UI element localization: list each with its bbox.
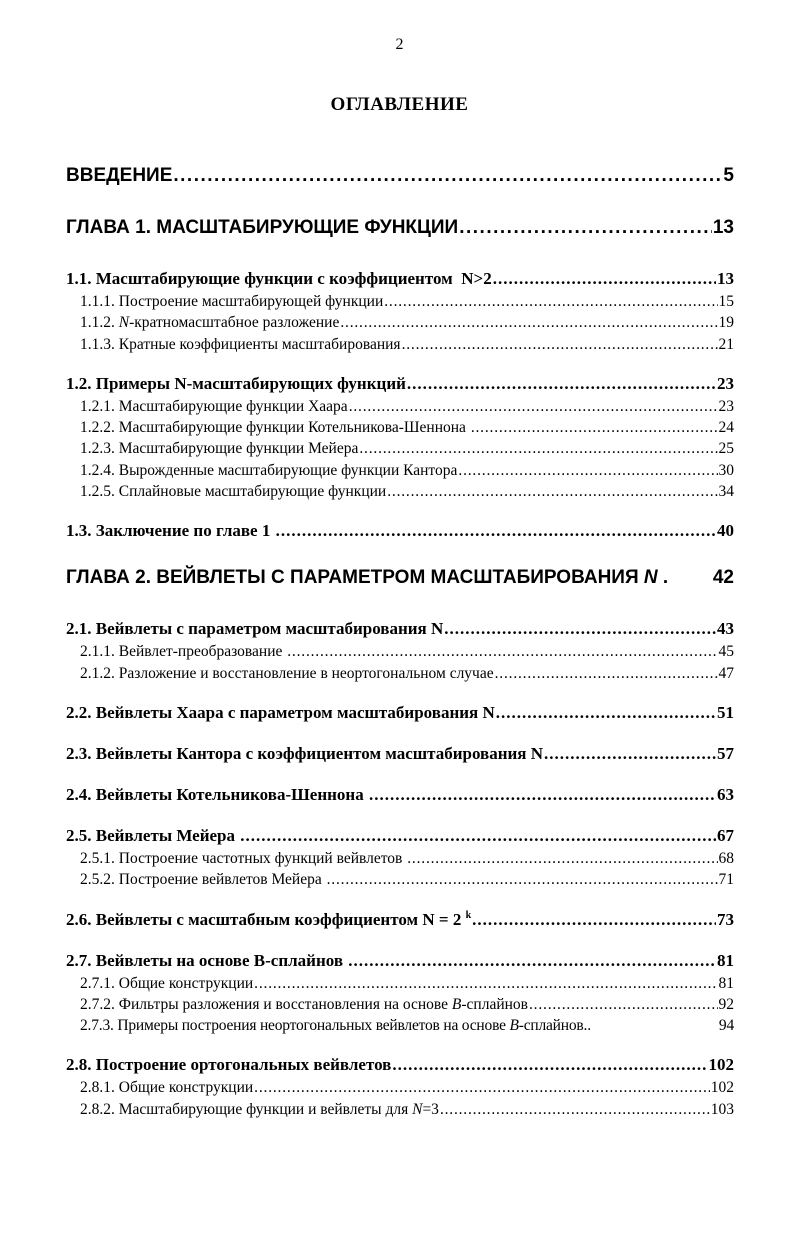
leader-dots	[349, 398, 718, 416]
page-ref: 24	[718, 419, 734, 437]
leader-dots	[495, 665, 718, 683]
toc-entry-section-1-2[interactable]: 1.2. Примеры N-масштабирующих функций ..... 23	[66, 374, 734, 398]
leader-dots	[340, 314, 717, 332]
table-of-contents	[66, 165, 734, 1122]
toc-entry-2-1-2[interactable]: 2.1.2. Разложение и восстановление в неортогональном случае ..... 47	[80, 665, 734, 686]
page-ref: 68	[718, 849, 734, 867]
leader-dots	[348, 951, 716, 971]
page-ref: 51	[717, 702, 734, 722]
leader-dots	[387, 483, 717, 501]
leader-dots	[369, 785, 716, 805]
toc-entry-1-2-1[interactable]: 1.2.1. Масштабирующие функции Хаара ..... 23	[80, 398, 734, 419]
leader-dots	[276, 521, 716, 541]
leader-dots	[287, 643, 717, 661]
toc-entry-introduction[interactable]: ВВЕДЕНИЕ ..... 5	[66, 165, 734, 193]
toc-entry-2-1-1[interactable]: 2.1.1. Вейвлет-преобразование ..... 45	[80, 643, 734, 664]
toc-entry-1-2-4[interactable]: 1.2.4. Вырожденные масштабирующие функции Кантора ..... 30	[80, 462, 734, 483]
toc-title: ОГЛАВЛЕНИЕ	[330, 94, 469, 115]
toc-entry-section-2-7[interactable]: 2.7. Вейвлеты на основе B-сплайнов ..... 81	[66, 951, 734, 975]
toc-entry-section-2-1[interactable]: 2.1. Вейвлеты с параметром масштабирования N ..... 43	[66, 619, 734, 643]
toc-entry-1-1-2[interactable]: 1.1.2. N-кратномасштабное разложение ..... 19	[80, 314, 734, 335]
toc-entry-section-2-3[interactable]: 2.3. Вейвлеты Кантора с коэффициентом масштабирования N ..... 57	[66, 744, 734, 768]
page-ref: 40	[717, 521, 734, 541]
toc-entry-2-5-2[interactable]: 2.5.2. Построение вейвлетов Мейера ..... 71	[80, 871, 734, 892]
leader-dots	[407, 374, 716, 394]
leader-dots	[240, 826, 716, 846]
page-ref: 5	[723, 165, 734, 186]
toc-entry-section-2-2[interactable]: 2.2. Вейвлеты Хаара с параметром масштабирования N ..... 51	[66, 703, 734, 727]
leader-dots	[402, 336, 718, 354]
page-ref: 103	[710, 1100, 734, 1118]
toc-entry-2-7-3[interactable]: 2.7.3. Примеры построения неортогональных вейвлетов на основе B-сплайнов.. 94	[80, 1017, 734, 1035]
page-ref: 21	[718, 335, 734, 353]
toc-entry-section-2-5[interactable]: 2.5. Вейвлеты Мейера ..... 67	[66, 826, 734, 850]
page-ref: 19	[718, 314, 734, 332]
leader-dots	[544, 744, 716, 764]
page-ref: 47	[718, 664, 734, 682]
leader-dots	[459, 217, 712, 239]
leader-dots	[407, 850, 717, 868]
page-ref: 15	[718, 293, 734, 310]
toc-entry-section-1-1[interactable]: 1.1. Масштабирующие функции с коэффициентом N>2 ..... 13	[66, 269, 734, 293]
leader-dots	[254, 975, 717, 993]
page-ref: 63	[717, 784, 734, 804]
page-ref: 42	[712, 567, 734, 589]
page-ref: 57	[717, 743, 734, 763]
toc-entry-section-2-4[interactable]: 2.4. Вейвлеты Котельникова-Шеннона ..... 63	[66, 785, 734, 809]
page-ref: 67	[717, 825, 734, 845]
leader-dots	[496, 703, 716, 723]
leader-dots	[472, 910, 716, 930]
page-ref: 92	[718, 995, 734, 1013]
leader-dots	[444, 619, 716, 639]
page-ref: 30	[718, 461, 734, 479]
toc-entry-section-2-8[interactable]: 2.8. Построение ортогональных вейвлетов ..... 102	[66, 1055, 734, 1079]
page-ref: 71	[718, 871, 734, 889]
page-ref: 25	[718, 440, 734, 458]
page-ref: 13	[712, 217, 734, 238]
page-ref: 94	[718, 1017, 734, 1035]
page-number: 2	[395, 36, 404, 53]
page-ref: 13	[717, 269, 734, 288]
leader-dots	[254, 1079, 710, 1097]
page-ref: 45	[718, 643, 734, 661]
page-ref: 23	[717, 373, 734, 393]
page-ref: 102	[708, 1055, 734, 1075]
toc-entry-chapter-1[interactable]: ГЛАВА 1. МАСШТАБИРУЮЩИЕ ФУНКЦИИ ..... 13	[66, 217, 734, 245]
page-ref: 81	[717, 950, 734, 970]
toc-entry-1-2-3[interactable]: 1.2.3. Масштабирующие функции Мейера ..... 25	[80, 440, 734, 461]
page-ref: 73	[717, 909, 734, 929]
leader-dots	[384, 293, 717, 311]
toc-entry-1-2-2[interactable]: 1.2.2. Масштабирующие функции Котельникова-Шеннона ..... 24	[80, 419, 734, 440]
toc-entry-section-2-6[interactable]: 2.6. Вейвлеты с масштабным коэффициентом N = 2 $^k$ ..... 73	[66, 910, 734, 934]
toc-entry-2-7-2[interactable]: 2.7.2. Фильтры разложения и восстановления на основе B-сплайнов ..... 92	[80, 996, 734, 1017]
leader-dots	[493, 269, 716, 289]
leader-dots	[440, 1101, 710, 1119]
page-ref: 102	[710, 1079, 734, 1097]
toc-entry-2-5-1[interactable]: 2.5.1. Построение частотных функций вейвлетов ..... 68	[80, 850, 734, 871]
leader-dots	[471, 419, 718, 437]
leader-dots	[392, 1055, 707, 1075]
leader-dots	[327, 871, 718, 889]
page-ref: 43	[717, 619, 734, 639]
toc-entry-chapter-2[interactable]: ГЛАВА 2. ВЕЙВЛЕТЫ С ПАРАМЕТРОМ МАСШТАБИРОВАНИЯ N . 42	[66, 567, 734, 589]
leader-dots	[173, 165, 722, 187]
toc-entry-section-1-3[interactable]: 1.3. Заключение по главе 1 ..... 40	[66, 521, 734, 545]
toc-entry-2-8-2[interactable]: 2.8.2. Масштабирующие функции и вейвлеты для N=3 ..... 103	[80, 1101, 734, 1122]
page-ref: 34	[718, 483, 734, 501]
page-ref: 81	[718, 974, 734, 992]
page-ref: 23	[718, 397, 734, 415]
leader-dots	[458, 462, 717, 480]
toc-entry-1-1-1[interactable]: 1.1.1. Построение масштабирующей функции ..... 15	[80, 293, 734, 314]
toc-entry-2-7-1[interactable]: 2.7.1. Общие конструкции ..... 81	[80, 975, 734, 996]
leader-dots	[529, 996, 718, 1014]
leader-dots	[359, 440, 717, 458]
toc-entry-2-8-1[interactable]: 2.8.1. Общие конструкции ..... 102	[80, 1079, 734, 1100]
toc-entry-1-1-3[interactable]: 1.1.3. Кратные коэффициенты масштабирования ..... 21	[80, 336, 734, 357]
toc-entry-1-2-5[interactable]: 1.2.5. Сплайновые масштабирующие функции ..... 34	[80, 483, 734, 504]
